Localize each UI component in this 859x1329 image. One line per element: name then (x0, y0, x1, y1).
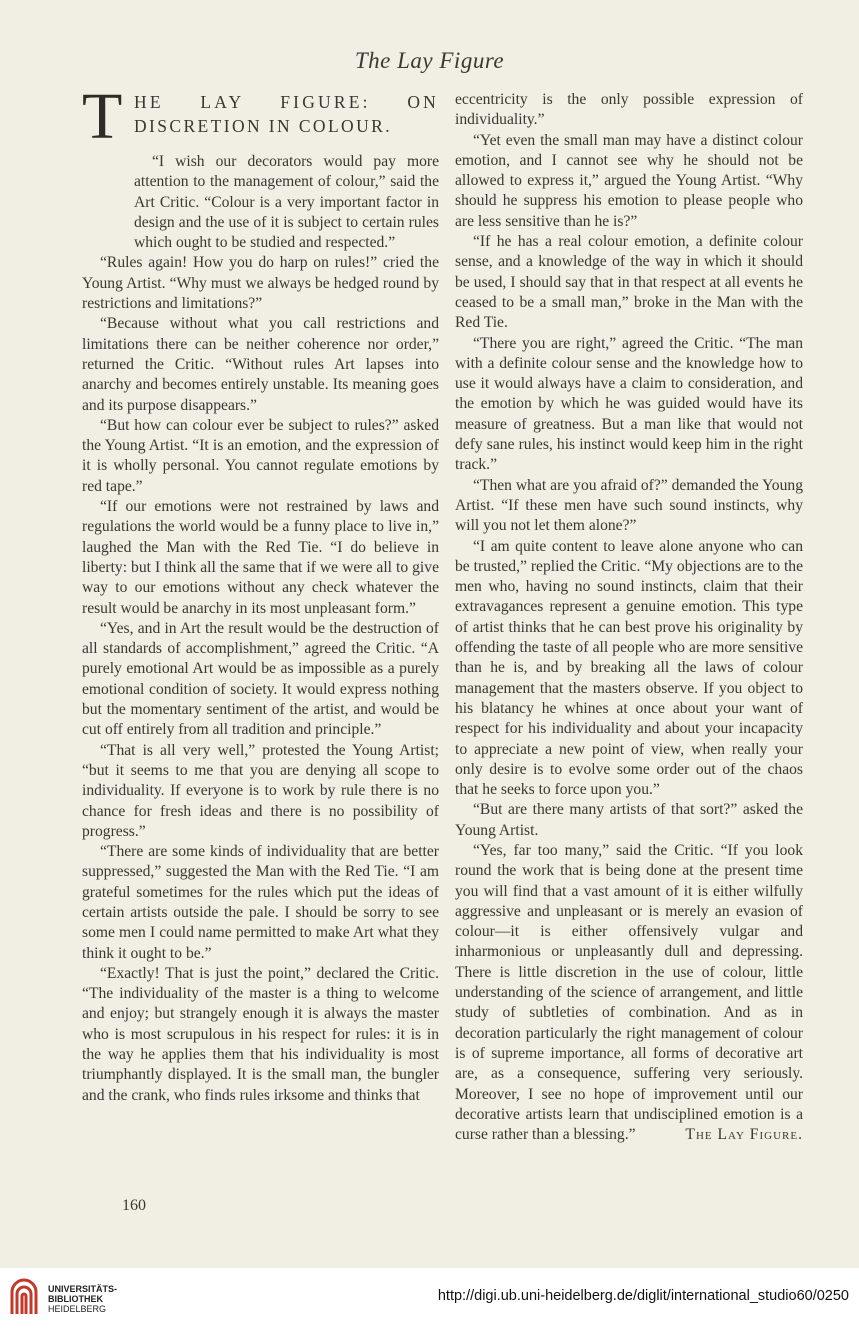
paragraph: “Exactly! That is just the point,” declared the Critic. “The individuality of the master is a thing to welcome and enjoy; but strangely enough it is always the master who is most scrupulous in his respect for rules: it is in the way he applies them that his individuality is most triumphantly displayed. It is the small man, the bungler and the crank, who finds rules irksome and thinks that (82, 964, 439, 1104)
paragraph: “If he has a real colour emotion, a definite colour sense, and a knowledge of the way in which it should be used, I should say that in that respect at all events he ceased to be a small man,” broke in the Man with the Red Tie. (455, 233, 803, 332)
left-column (82, 80, 439, 1106)
library-footer (0, 1268, 859, 1329)
signature: The Lay Figure. (685, 1126, 803, 1144)
left-paragraphs (82, 152, 439, 1106)
paragraph: “If our emotions were not restrained by laws and regulations the world would be a funny place to live in,” laughed the Man with the Red Tie. “I do believe in liberty: but I think all the same that if we were all to give way to our emotions without any check whatever the result would be anarchy in its most unpleasant form.” (82, 498, 439, 617)
paragraph: “Yes, and in Art the result would be the destruction of all standards of accomplishment,” agreed the Critic. “A purely emotional Art would be as impossible as a purely emotional condition of society. It would express nothing but the momentary sentiment of the artist, and would be cut off entirely from all tradition and principle.” (82, 619, 439, 739)
paragraph: “Rules again! How you do harp on rules!” cried the Young Artist. “Why must we always be hedged round by restrictions and limitations?” (82, 254, 439, 313)
page-number: 160 (122, 1197, 146, 1214)
paragraph: “Yet even the small man may have a distinct colour emotion, and I cannot see why he should not be allowed to express it,” argued the Young Artist. “Why should he suppress his emotion to please people who are less sensitive than he is?” (455, 131, 803, 230)
paragraph: eccentricity is the only possible expression of individuality.” (455, 91, 803, 129)
headline-line-2: DISCRETION IN COLOUR. (134, 116, 392, 136)
paragraph: “But how can colour ever be subject to rules?” asked the Young Artist. “It is an emotion, and the expression of it is wholly personal. You cannot regulate emotions by red tape.” (82, 416, 439, 495)
paragraph: “There you are right,” agreed the Critic. “The man with a definite colour sense and the knowledge how to use it would always have a claim to consideration, and the emotion by which he was guided would have its measure of greatness. But a man like that would not defy sane rules, his instinct would keep him in the right track.” (455, 334, 803, 474)
paragraph: “Then what are you afraid of?” demanded the Young Artist. “If these men have such sound instincts, why will you not let them alone?” (455, 476, 803, 535)
source-url-link[interactable]: http://digi.ub.uni-heidelberg.de/diglit/international_studio60/0250 (437, 1288, 849, 1304)
paragraph: “There are some kinds of individuality that are better suppressed,” suggested the Man with the Red Tie. “I am grateful sometimes for the rules which put the ideas of certain artists outside the pale. I should be sorry to see some men I could name permitted to make Art what they think it ought to be.” (82, 843, 439, 962)
right-paragraphs (455, 90, 803, 1145)
library-name: UNIVERSITÄTS- BIBLIOTHEK HEIDELBERG (48, 1284, 118, 1314)
paragraph: “That is all very well,” protested the Young Artist; “but it seems to me that you are denying all scope to individuality. If everyone is to work by rule there is no chance for fresh ideas and there is no possibility of progress.” (82, 741, 439, 840)
headline-line-1: HE LAY FIGURE: ON (134, 92, 439, 112)
paragraph: “Yes, far too many,” said the Critic. “If you look round the work that is being done at the present time you will find that a vast amount of it is either wilfully aggressive and unpleasant or is merely an evasion of colour—it is either offensively vulgar and inharmonious or unpleasantly dull and depressing. There is little discretion in the use of colour, little understanding of the science of arrangement, and little study of subtleties of combination. And as in decoration particularly the right management of colour is of supreme importance, all forms of decorative art are, as a consequence, suffering very seriously. Moreover, I see no hope of improvement until our decorative artists learn that undisciplined emotion is a curse rather than a blessing.” The Lay Figure. (455, 841, 803, 1145)
library-logo-icon (8, 1278, 40, 1318)
drop-cap: T (82, 80, 123, 153)
paragraph: “I am quite content to leave alone anyone who can be trusted,” replied the Critic. “My objections are to the men who, having no sound instincts, claim that their extravagances represent a genuine emotion. This type of artist thinks that he can best prove his originality by offending the taste of all people who are more sensitive than he is, and by breaking all the laws of colour management that the masters observe. If you object to his blatancy he whines at once about your want of respect for his individuality and about your incapacity to appreciate a new point of view, when really your only desire is to evolve some order out of the chaos that he seeks to force upon you.” (455, 537, 803, 799)
paragraph: “I wish our decorators would pay more attention to the management of colour,” said the Art Critic. “Colour is a very important factor in design and the use of it is subject to certain rules which ought to be studied and respected.” (134, 153, 439, 252)
paragraph: “But are there many artists of that sort?” asked the Young Artist. (455, 801, 803, 839)
article-headline (82, 80, 439, 153)
right-column (455, 90, 803, 1145)
paragraph: “Because without what you call restrictions and limitations there can be neither coherence nor order,” returned the Critic. “Without rules Art lapses into anarchy and becomes entirely unstable. Its meaning goes and its purpose disappears.” (82, 315, 439, 414)
running-head: The Lay Figure (354, 48, 505, 73)
